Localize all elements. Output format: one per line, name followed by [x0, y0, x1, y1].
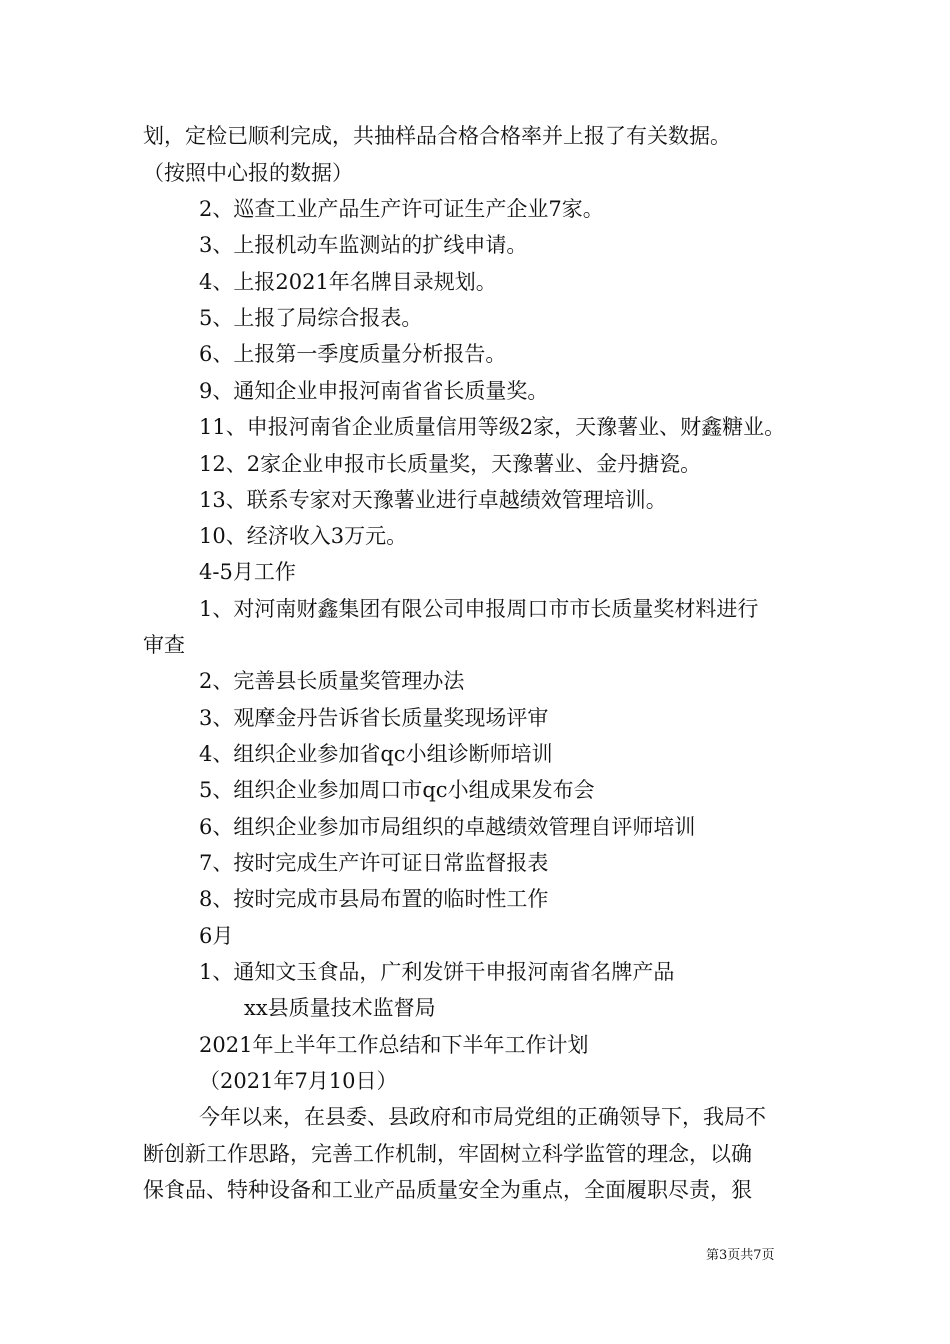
- list-item: 2、完善县长质量奖管理办法: [199, 669, 465, 693]
- list-item: 3、观摩金丹告诉省长质量奖现场评审: [199, 706, 549, 730]
- list-item: 1、对河南财鑫集团有限公司申报周口市市长质量奖材料进行: [199, 597, 759, 621]
- list-item: 7、按时完成生产许可证日常监督报表: [199, 851, 549, 875]
- list-item: 6、组织企业参加市局组织的卓越绩效管理自评师培训: [199, 815, 696, 839]
- paragraph-line: 划，定检已顺利完成，共抽样品合格合格率并上报了有关数据。: [143, 124, 731, 148]
- list-item: 6、上报第一季度质量分析报告。: [199, 342, 507, 366]
- list-item: 5、上报了局综合报表。: [199, 306, 423, 330]
- list-item: 13、联系专家对天豫薯业进行卓越绩效管理培训。: [199, 488, 667, 512]
- list-item: 10、经济收入3万元。: [199, 524, 408, 548]
- list-item: 3、上报机动车监测站的扩线申请。: [199, 233, 528, 257]
- paragraph-line: （按照中心报的数据）: [143, 161, 353, 185]
- list-item: 12、2家企业申报市长质量奖，天豫薯业、金丹搪瓷。: [199, 452, 702, 476]
- page-number: 第3页共7页: [706, 1248, 775, 1263]
- list-item: 4、上报2021年名牌目录规划。: [199, 270, 497, 294]
- list-item: 5、组织企业参加周口市qc小组成果发布会: [199, 778, 595, 802]
- paragraph-line: 审查: [143, 633, 185, 657]
- document-date: （2021年7月10日）: [199, 1069, 398, 1093]
- list-item: 11、申报河南省企业质量信用等级2家，天豫薯业、财鑫糖业。: [199, 415, 786, 439]
- list-item: 8、按时完成市县局布置的临时性工作: [199, 887, 549, 911]
- document-title: 2021年上半年工作总结和下半年工作计划: [199, 1033, 589, 1057]
- paragraph-line: 保食品、特种设备和工业产品质量安全为重点，全面履职尽责，狠: [143, 1178, 752, 1202]
- section-heading: 6月: [199, 924, 234, 948]
- list-item: 2、巡查工业产品生产许可证生产企业7家。: [199, 197, 604, 221]
- organization-name: xx县质量技术监督局: [244, 996, 436, 1020]
- paragraph-line: 今年以来，在县委、县政府和市局党组的正确领导下，我局不: [199, 1105, 766, 1129]
- paragraph-line: 断创新工作思路，完善工作机制，牢固树立科学监管的理念，以确: [143, 1142, 752, 1166]
- section-heading: 4-5月工作: [199, 560, 296, 584]
- list-item: 1、通知文玉食品，广利发饼干申报河南省名牌产品: [199, 960, 675, 984]
- list-item: 9、通知企业申报河南省省长质量奖。: [199, 379, 549, 403]
- list-item: 4、组织企业参加省qc小组诊断师培训: [199, 742, 553, 766]
